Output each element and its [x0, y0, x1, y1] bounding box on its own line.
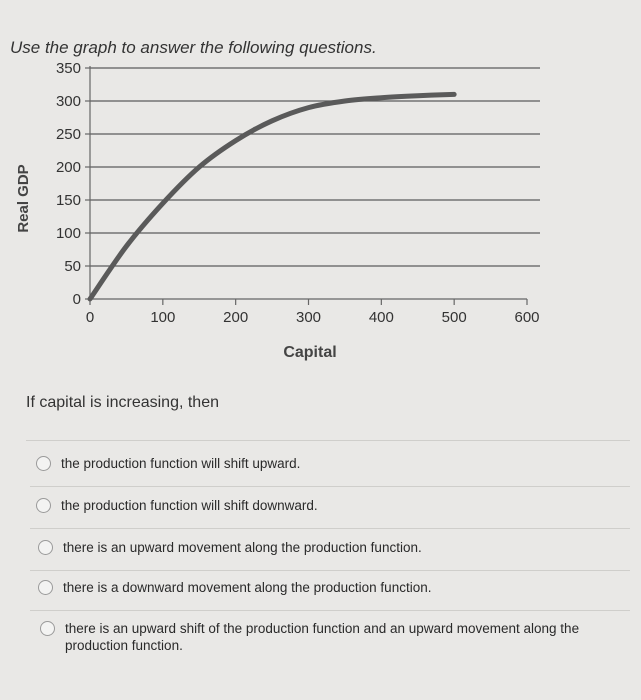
divider [26, 440, 630, 441]
answer-option-shift-and-movement[interactable] [40, 620, 605, 654]
x-tick-label: 0 [85, 309, 95, 326]
answer-option-label: there is a downward movement along the production function. [63, 580, 432, 595]
radio-button[interactable] [36, 498, 51, 513]
answer-option-label: there is an upward shift of the production function and an upward movement along the production function. [65, 621, 580, 653]
production-function-chart [0, 55, 600, 365]
y-tick-label: 0 [72, 291, 81, 308]
y-tick-label: 350 [55, 60, 81, 77]
answer-option-label: the production function will shift upward. [61, 456, 301, 471]
x-tick-label: 600 [514, 309, 540, 326]
x-tick-label: 300 [295, 309, 322, 326]
radio-button[interactable] [40, 621, 55, 636]
x-tick-label: 500 [441, 309, 467, 326]
divider [30, 570, 630, 571]
answer-option-label: there is an upward movement along the production function. [63, 540, 422, 555]
y-tick-label: 150 [55, 192, 81, 209]
radio-button[interactable] [38, 580, 53, 595]
x-tick-label: 200 [223, 309, 249, 326]
divider [30, 610, 630, 611]
answer-option-shift-downward[interactable] [36, 497, 318, 514]
production-function-curve [90, 94, 454, 299]
question-text: If capital is increasing, then [26, 394, 219, 411]
divider [30, 486, 630, 487]
y-tick-label: 200 [55, 159, 81, 176]
chart-grid [90, 68, 540, 266]
x-tick-label: 100 [150, 309, 176, 326]
x-axis-label: Capital [283, 344, 337, 361]
instructions-text: Use the graph to answer the following questions. [10, 38, 377, 57]
y-tick-label: 250 [55, 126, 81, 143]
answer-option-upward-movement[interactable] [38, 539, 422, 556]
answer-option-label: the production function will shift downward. [61, 498, 318, 513]
x-tick-label: 400 [368, 309, 394, 326]
divider [30, 528, 630, 529]
answer-option-downward-movement[interactable] [38, 579, 431, 596]
y-tick-label: 50 [64, 258, 81, 275]
y-tick-label: 100 [55, 225, 81, 242]
y-tick-label: 300 [55, 93, 81, 110]
chart-series [90, 94, 454, 299]
radio-button[interactable] [38, 540, 53, 555]
radio-button[interactable] [36, 456, 51, 471]
answer-option-shift-upward[interactable] [36, 455, 300, 472]
y-axis-label: Real GDP [15, 164, 32, 233]
chart-ticks [56, 60, 540, 326]
